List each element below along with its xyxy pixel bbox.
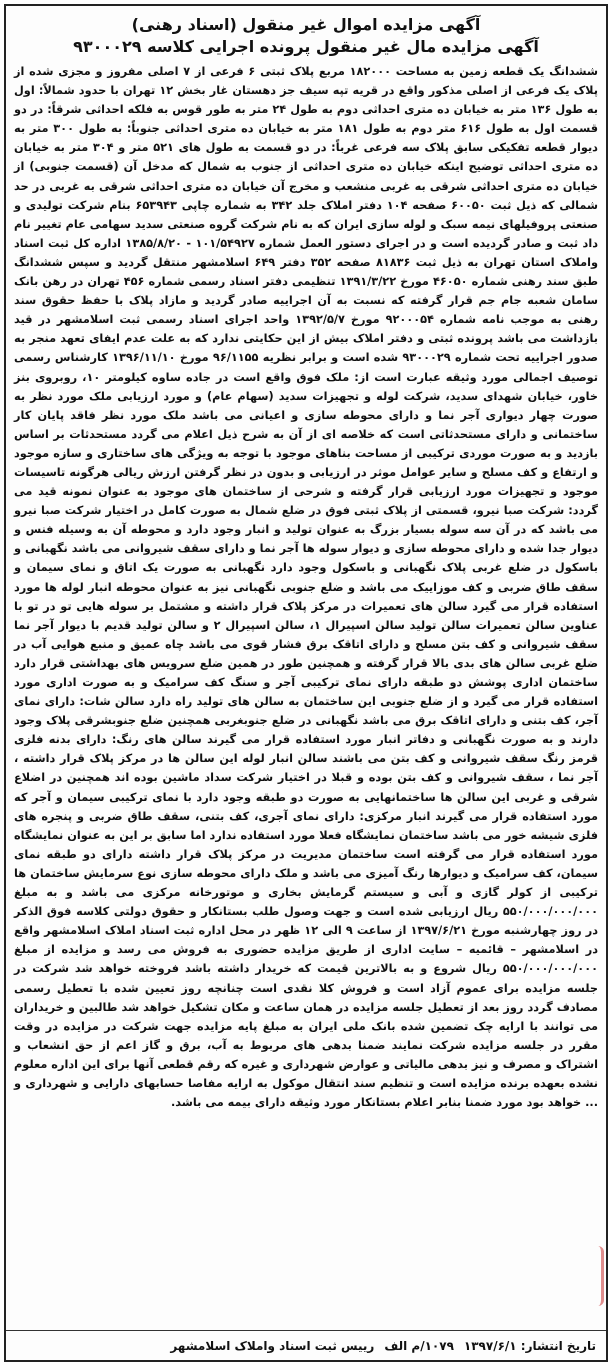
- auction-notice: [4, 4, 608, 1362]
- notice-footer: [6, 1330, 606, 1360]
- red-mark: [589, 1246, 604, 1306]
- notice-subtitle: آگهی مزایده مال غیر منقول پرونده اجرایی کلاسه ۹۳۰۰۰۲۹: [73, 37, 539, 56]
- notice-header: [6, 6, 606, 62]
- notice-body: ششدانگ یک قطعه زمین به مساحت ۱۸۲۰۰۰ مربع پلاک ثبتی ۶ فرعی از ۷ اصلی مفروز و مجزی شده از پلاک یک فرعی از اصلی مذکور واقع در قریه تپه سیف جز دهستان غار بخش ۱۲ تهران با حدود شمالاً: اول به طول ۱۳۶ متر به خیابان ده متری احداثی دوم به طول ۲۴ متر به طور قوس به فلکه احداثی شرقاً: در دو قسمت اول به طول ۶۱۶ متر دوم به طول ۱۸۱ متر به خیابان ده متری احداثی جنوباً: به طول ۳۰۰ متر به دیوار قطعه تفکیکی سابق پلاک سه فرعی غرباً: در دو قسمت به طول های ۵۲۱ متر و ۳۰۴ متر به خیابان ده متری احداثی توضیح اینکه خیابان ده متری احداثی از جنوب به شمال که مدخل آن (قسمت جنوبی) از خیابان ده متری احداثی شرقی به غربی منشعب و مخرج آن خیابان ده متری احداثی شرقی به غربی در حد شمالی که ذیل ثبت ۶۰۰۵۰ صفحه ۱۰۴ دفتر املاک جلد ۳۴۲ به شماره چاپی ۶۵۳۹۴۳ بنام شرکت تولیدی و صنعتی پروفیلهای نیمه سبک و لوله سازی ایران که به نام شرکت گروه صنعتی سدید سهامی عام تغییر نام داد ثبت و صادر گردیده است و در اجرای دستور العمل شماره ۱۰۱/۵۴۹۲۷ - ۱۳۸۵/۸/۲۰ اداره کل ثبت اسناد واملاک استان تهران به ذیل ثبت ۸۱۸۳۶ صفحه ۳۵۲ دفتر ۶۴۹ اسلامشهر منتقل گردید و سپس ششدانگ طبق سند رهنی شماره ۴۶۰۵۰ مورخ ۱۳۹۱/۳/۲۲ تنظیمی دفتر اسناد رسمی شماره ۴۵۶ تهران در رهن بانک سامان شعبه جام جم قرار گرفته که نسبت به آن اجراییه صادر گردید و مازاد پلاک با حفظ حقوق سند رهنی به موجب نامه شماره ۹۲۰۰۰۵۴ مورخ ۱۳۹۲/۵/۷ واحد اجرای اسناد رسمی ثبت اسلامشهر در قید بازداشت می باشد پرونده ثبتی و دفتر املاک بیش از این حکایتی ندارد که به علت عدم ایفای تعهد منجر به صدور اجراییه تحت شماره ۹۳۰۰۰۲۹ شده است و برابر نظریه ۹۶/۱۱۵۵ مورخ ۱۳۹۶/۱۱/۱۰ کارشناس رسمی توصیف اجمالی مورد وثیقه عبارت است از: ملک فوق واقع است در جاده ساوه کیلومتر ۱۰، روبروی بنز خاور، خیابان شهدای سدید، شرکت لوله و تجهیزات سدید (سهام عام) و مورد ارزیابی ملک مورد نظر به صورت چهار دیواری آجر نما و دارای محوطه سازی و اعیانی می باشد ملک مورد نظر فاقد پایان کار ساختمانی و دارای مستحدثاتی است که خلاصه ای از آن به شرح ذیل اعلام می گردد مستحدثات بر اساس بازدید و به صورت موردی ترکیبی از مساحت بناهای موجود با توجه به ویژگی های ساختاری و سازه موجود و ارتفاع و کف مسلح و سایر عوامل موثر در ارزیابی و بدون در نظر گرفتن ارزش ریالی هرگونه تاسیسات موجود و تجهیزات مورد ارزیابی قرار گرفته و شرحی از ساختمان های موجود به عنوان نمونه قید می گردد: شرکت صبا نیرو، قسمتی از پلاک ثبتی فوق در ضلع شمال به صورت کامل در اختیار شرکت صبا نیرو می باشد که در آن سه سوله بسیار بزرگ به عنوان تولید و انبار وجود دارد و محوطه آن به وسیله فنس و دیوار جدا شده و دارای محوطه سازی و دیوار سوله ها آجر نما و دارای سقف شیروانی می باشد نگهبانی و باسکول در ضلع غربی پلاک نگهبانی و باسکول وجود دارد نگهبانی به صورت یک اتاق و نمای سیمان و سقف طاق ضربی و کف موزاییک می باشد و ضلع جنوبی نگهبانی نیز به عنوان محوطه انبار لوله ها مورد استفاده قرار می گیرد سالن های تعمیرات در مرکز پلاک قرار داشته و مشتمل بر سوله هایی تو در تو با عناوین سالن تعمیرات سالن تولید سالن اسپیرال ۱، سالن اسپیرال ۲ و سالن تولید قدیم با دیوار آجر نما سقف شیروانی و کف بتن مسلح و دارای اتاقک برق فشار قوی می باشد چاه عمیق و منبع هوایی آب در ضلع غربی سالن های بدی بالا قرار گرفته و همچنین طور در همین ضلع سرویس های بهداشتی قرار دارد ساختمان اداری پوشش دو طبقه دارای نمای ترکیبی آجر و سنگ کف سرامیک و به صورت اداری مورد استفاده قرار می گیرد و از ضلع جنوبی این ساختمان به سالن های تولید راه دارد سالن شات: دارای نمای آجر، کف بتنی و دارای اتاقک برق می باشد نگهبانی در ضلع جنوبغربی همچنین ضلع جنوبشرقی پلاک وجود دارند و به صورت نگهبانی و دفاتر انبار مورد استفاده قرار می گیرند سالن های رنگ: دارای بدنه فلزی قرمز رنگ سقف شیروانی و کف بتن می باشند سالن انبار لوله این سالن ها در مرکز پلاک قرار داشته ، آجر نما ، سقف شیروانی و کف بتن بوده و قبلا در اختیار شرکت سداد ماشین بوده اند همچنین در اضلاع شرقی و غربی این سالن ها ساختمانهایی به صورت دو طبقه وجود دارد با نمای ترکیبی سیمان و آجر که مورد استفاده قرار می گیرند انبار مرکزی: دارای نمای آجری، کف بتنی، سقف طاق ضربی و پنجره های فلزی شیشه خور می باشد ساختمان نمایشگاه فعلا مورد استفاده ندارد اما سابق بر این به عنوان نمایشگاه مورد استفاده قرار می گرفته است ساختمان مدیریت در مرکز پلاک قرار داشته دارای دو طبقه نمای سیمان، کف سرامیک و دیوارها رنگ آمیزی می باشد و ملک دارای محوطه سازی نوع سرمایش ساختمان ها ترکیبی از کولر گازی و آبی و سیستم گرمایش بخاری و موتورخانه مرکزی می باشد و به مبلغ ۵۵۰/۰۰۰/۰۰۰/۰۰۰ ریال ارزیابی شده است و جهت وصول طلب بستانکار و حقوق دولتی کلاسه فوق الذکر در روز چهارشنبه مورخ ۱۳۹۷/۶/۲۱ از ساعت ۹ الی ۱۲ ظهر در محل اداره ثبت اسناد املاک اسلامشهر واقع در اسلامشهر – قائمیه – سایت اداری از طریق مزایده حضوری به فروش می رسد و مزایده از مبلغ ۵۵۰/۰۰۰/۰۰۰/۰۰۰ ریال شروع و به بالاترین قیمت که خریدار داشته باشد فروخته خواهد شد شرکت در جلسه مزایده برای عموم آزاد است و فروش کلا نقدی است چنانچه روز تعیین شده با تعطیل رسمی مصادف گردد روز بعد از تعطیل جلسه مزایده در همان ساعت و مکان تشکیل خواهد شد طالبین و خریداران می توانند با ارایه چک تضمین شده بانک ملی ایران به مبلغ پایه مزایده جهت شرکت در مزایده در وقت مقرر در جلسه مزایده شرکت نمایند ضمنا بدهی های مربوط به آب، برق و گاز اعم از حق انشعاب و اشتراک و مصرف و نیز بدهی مالیاتی و عوارض شهرداری و غیره که رقم قطعی آنها برای این اداره معلوم نشده بعهده برنده مزایده است و تنظیم سند انتقال موکول به ارایه مفاصا حسابهای دارایی و شهرداری و ... خواهد بود مورد ضمنا بنابر اعلام بستانکار مورد وثیقه دارای بیمه می باشد.: [14, 65, 599, 1110]
- reference-number: ۱۰۷۹/م الف: [384, 1338, 454, 1353]
- notice-title: آگهی مزایده اموال غیر منقول (اسناد رهنی): [131, 15, 481, 34]
- publish-date: تاریخ انتشار: ۱۳۹۷/۶/۱: [463, 1338, 596, 1353]
- signatory: رییس ثبت اسناد واملاک اسلامشهر: [170, 1338, 375, 1353]
